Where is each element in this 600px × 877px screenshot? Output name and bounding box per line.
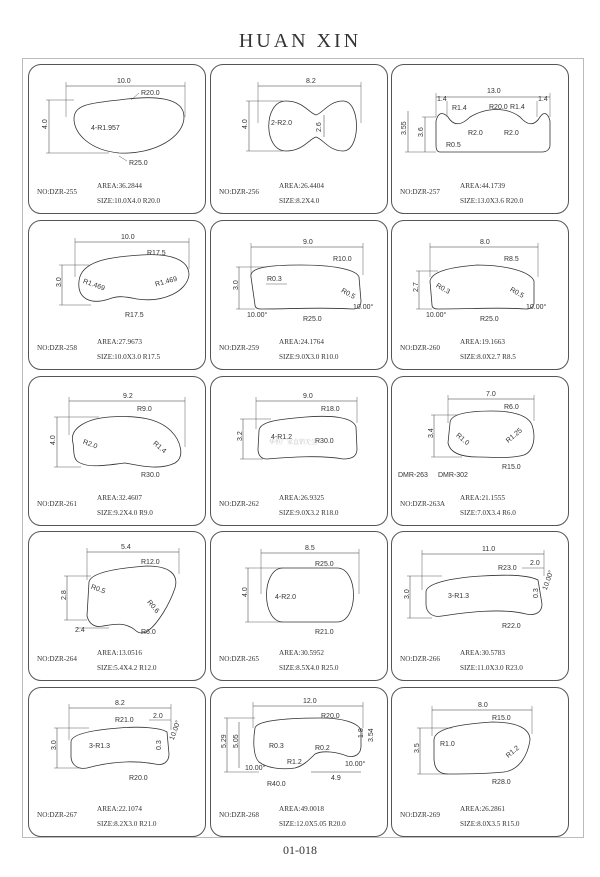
dim-label: 4-R1.2 [271,434,293,441]
card-info [29,805,206,837]
dim-label: R28.0 [492,779,511,786]
dim-label: R8.5 [504,256,519,263]
shape-card-dzr-266[interactable] [391,531,569,681]
dim-label: 10.00° [526,304,547,311]
dim-label: R20.0 [141,90,160,97]
shape-card-dzr-269[interactable] [391,687,569,837]
dim-label: R17.5 [125,312,144,319]
size-value: SIZE:7.0X3.4 R6.0 [460,509,516,517]
card-info [392,182,569,214]
page-title: HUAN XIN [238,30,362,52]
size-value: SIZE:13.0X3.6 R20.0 [460,197,524,205]
dim-label: 10.0 [117,78,131,85]
dim-label: 10.00° [353,304,374,311]
card-info [211,649,388,681]
dim-label: R20.0 [489,104,508,111]
dim-label: 3.0 [404,589,411,599]
part-number: NO:DZR-268 [219,811,259,819]
dim-label: R1.0 [440,741,455,748]
area-value: AREA:32.4607 [97,494,142,502]
area-value: AREA:22.1074 [97,805,142,813]
dim-label: R25.0 [303,316,322,323]
part-number: NO:DZR-255 [37,188,77,196]
dim-label: R1.469 [81,278,106,293]
dim-label: R1.2 [287,759,302,766]
card-info [211,338,388,370]
dim-label: R30.0 [315,438,334,445]
area-value: AREA:49.0018 [279,805,324,813]
shape-drawing [211,221,388,339]
dim-label: 7.0 [486,391,496,398]
part-number: NO:DZR-265 [219,655,259,663]
dim-label: 4.0 [42,119,49,129]
dim-label: 8.2 [306,78,316,85]
dim-label: 9.0 [303,393,313,400]
shape-drawing [392,377,569,495]
card-info [211,494,388,526]
dim-label: R1.0 [454,432,471,448]
area-value: AREA:36.2844 [97,182,142,190]
dim-label: 3.55 [401,121,408,135]
part-number: NO:DZR-257 [400,188,440,196]
area-value: AREA:44.1739 [460,182,505,190]
dim-label: R25.0 [129,160,148,167]
shape-card-dzr-259[interactable] [210,220,388,370]
part-number: NO:DZR-258 [37,344,77,352]
part-number: NO:DZR-267 [37,811,77,819]
dim-label: 10.00° [245,765,266,772]
dim-label: 8.0 [480,239,490,246]
dim-label: R1.25 [505,427,524,445]
shape-drawing [29,688,206,806]
size-value: SIZE:9.0X3.0 R10.0 [279,353,339,361]
dim-label: 4.9 [331,775,341,782]
shape-card-dzr-256[interactable] [210,64,388,214]
dim-label: R6.0 [504,404,519,411]
shape-card-dzr-258[interactable] [28,220,206,370]
shape-drawing [211,65,388,183]
shape-card-dzr-267[interactable] [28,687,206,837]
dim-label: 0.3 [156,740,163,750]
watermark: 华恒厂家直销无尘 [269,440,318,446]
area-value: AREA:30.5783 [460,649,505,657]
shape-card-dzr-265[interactable] [210,531,388,681]
shape-drawing [392,532,569,650]
area-value: AREA:26.4404 [279,182,324,190]
size-value: SIZE:9.0X3.2 R18.0 [279,509,339,517]
dim-label: 8.5 [305,545,315,552]
dim-label: R10.0 [333,256,352,263]
size-value: SIZE:5.4X4.2 R12.0 [97,664,157,672]
dim-label: 5.05 [233,734,240,748]
dim-label: 3-R1.3 [448,593,470,600]
part-number: NO:DZR-262 [219,500,259,508]
dim-label: 2.7 [413,282,420,292]
card-info [392,805,569,837]
dim-label: 11.0 [482,546,496,553]
dim-label: R2.0 [504,130,519,137]
dim-label: R9.0 [137,406,152,413]
dim-label: R23.0 [498,565,517,572]
dim-label: 9.0 [303,239,313,246]
dim-label: R0.3 [434,282,451,296]
dim-label: R12.0 [141,559,160,566]
dim-label: R2.0 [468,130,483,137]
area-value: AREA:27.9673 [97,338,142,346]
card-info [392,649,569,681]
shape-drawing [392,65,569,183]
part-number: NO:DZR-263A [400,500,446,508]
size-value: SIZE:11.0X3.0 R23.0 [460,664,523,672]
dim-label: 3.4 [428,428,435,438]
part-number: NO:DZR-261 [37,500,77,508]
dim-label: 3.2 [237,431,244,441]
dim-label: R0.6 [145,599,161,615]
dim-label: 2.0 [153,713,163,720]
dim-label: 2.6 [316,122,323,132]
dim-label: R0.3 [269,743,284,750]
area-value: AREA:26.2861 [460,805,505,813]
shape-drawing [211,688,388,806]
area-value: AREA:21.1555 [460,494,505,502]
card-info [29,182,206,214]
card-info [211,182,388,214]
dim-label: 2.4 [75,627,85,634]
shape-card-dzr-263a[interactable] [391,376,569,526]
size-value: SIZE:8.2X4.0 [279,197,320,205]
dim-label: 10.00° [426,312,447,319]
dim-label: DMR-302 [438,472,468,479]
dim-label: R1.4 [452,105,467,112]
dim-label: 0.3 [533,588,540,598]
dim-label: R40.0 [267,781,286,788]
area-value: AREA:26.9325 [279,494,324,502]
card-info [29,649,206,681]
shape-card-dzr-262[interactable] [210,376,388,526]
dim-label: 3.0 [51,740,58,750]
dim-label: 5.29 [221,734,228,748]
dim-label: R0.2 [315,745,330,752]
shape-card-dzr-260[interactable] [391,220,569,370]
size-value: SIZE:10.0X4.0 R20.0 [97,197,161,205]
dim-label: 13.0 [487,88,501,95]
card-info [211,805,388,837]
dim-label: R30.0 [141,472,160,479]
shape-drawing [29,377,206,495]
dim-label: 4.0 [242,587,249,597]
dim-label: R21.0 [115,717,134,724]
part-number: NO:DZR-256 [219,188,259,196]
dim-label: R0.5 [446,142,461,149]
dim-label: R1.469 [154,275,179,289]
dim-label: R15.0 [492,715,511,722]
dim-label: R2.0 [81,438,99,451]
card-info [29,494,206,526]
dim-label: R1.2 [505,744,521,760]
size-value: SIZE:8.0X3.5 R15.0 [460,820,520,828]
part-number: NO:DZR-260 [400,344,440,352]
dim-label: R18.0 [321,406,340,413]
dim-label: 2.0 [530,560,540,567]
size-value: SIZE:9.2X4.0 R9.0 [97,509,153,517]
area-value: AREA:19.1663 [460,338,505,346]
shape-card-dzr-261[interactable] [28,376,206,526]
dim-label: R22.0 [502,623,521,630]
dim-label: 10.00° [247,312,268,319]
shape-card-dzr-255[interactable] [28,64,206,214]
shape-card-dzr-268[interactable] [210,687,388,837]
dim-label: 3.6 [418,127,425,137]
part-number: NO:DZR-266 [400,655,440,663]
dim-label: R15.0 [502,464,521,471]
dim-label: 10.00° [345,761,366,768]
card-info [29,338,206,370]
dim-label: 10.00° [168,719,183,742]
size-value: SIZE:12.0X5.05 R20.0 [279,820,346,828]
area-value: AREA:24.1764 [279,338,324,346]
page-code: 01-018 [283,843,317,857]
shape-drawing [29,65,206,183]
shape-card-dzr-264[interactable] [28,531,206,681]
dim-label: 12.0 [303,698,317,705]
dim-label: R0.3 [267,276,282,283]
shape-drawing [392,221,569,339]
shape-drawing [29,221,206,339]
dim-label: R25.0 [480,316,499,323]
dim-label: R25.0 [315,561,334,568]
dim-label: 1.4 [538,96,548,103]
dim-label: R0.5 [508,286,525,300]
dim-label: 3.54 [368,728,375,742]
dim-label: 3.0 [56,277,63,287]
dim-label: 8.2 [115,700,125,707]
dim-label: 4-R2.0 [275,594,297,601]
dim-label: 9.2 [123,393,133,400]
dim-label: DMR-263 [398,472,428,479]
area-value: AREA:13.0516 [97,649,142,657]
card-info [392,494,569,526]
size-value: SIZE:8.2X3.0 R21.0 [97,820,157,828]
dim-label: 1.8 [358,728,365,738]
dim-label: 3.0 [233,280,240,290]
dim-label: R1.4 [151,440,168,456]
size-value: SIZE:10.0X3.0 R17.5 [97,353,161,361]
size-value: SIZE:8.5X4.0 R25.0 [279,664,339,672]
dim-label: 4.0 [50,435,57,445]
shape-drawing [392,688,569,806]
card-info [392,338,569,370]
area-value: AREA:30.5952 [279,649,324,657]
dim-label: R1.4 [510,104,525,111]
dim-label: R21.0 [315,629,334,636]
dim-label: 3.5 [414,743,421,753]
part-number: NO:DZR-269 [400,811,440,819]
dim-label: R6.0 [141,629,156,636]
dim-label: R0.5 [89,583,107,596]
dim-label: R17.5 [147,250,166,257]
dim-label: 8.0 [478,702,488,709]
dim-label: 2.8 [61,590,68,600]
dim-label: 1.4 [437,96,447,103]
dim-label: R0.5 [339,287,357,301]
part-number: NO:DZR-259 [219,344,259,352]
shape-card-dzr-257[interactable] [391,64,569,214]
dim-label: 4-R1.957 [91,125,120,132]
size-value: SIZE:8.0X2.7 R8.5 [460,353,516,361]
dim-label: 5.4 [121,544,131,551]
shape-drawing [211,532,388,650]
dim-label: 3-R1.3 [89,743,111,750]
dim-label: 10.0 [121,234,135,241]
dim-label: R20.0 [129,775,148,782]
dim-label: R20.0 [321,713,340,720]
part-number: NO:DZR-264 [37,655,77,663]
dim-label: 2-R2.0 [271,120,293,127]
dim-label: 4.0 [242,119,249,129]
dim-label: 10.00° [541,569,556,592]
shape-drawing [211,377,388,495]
shape-drawing [29,532,206,650]
